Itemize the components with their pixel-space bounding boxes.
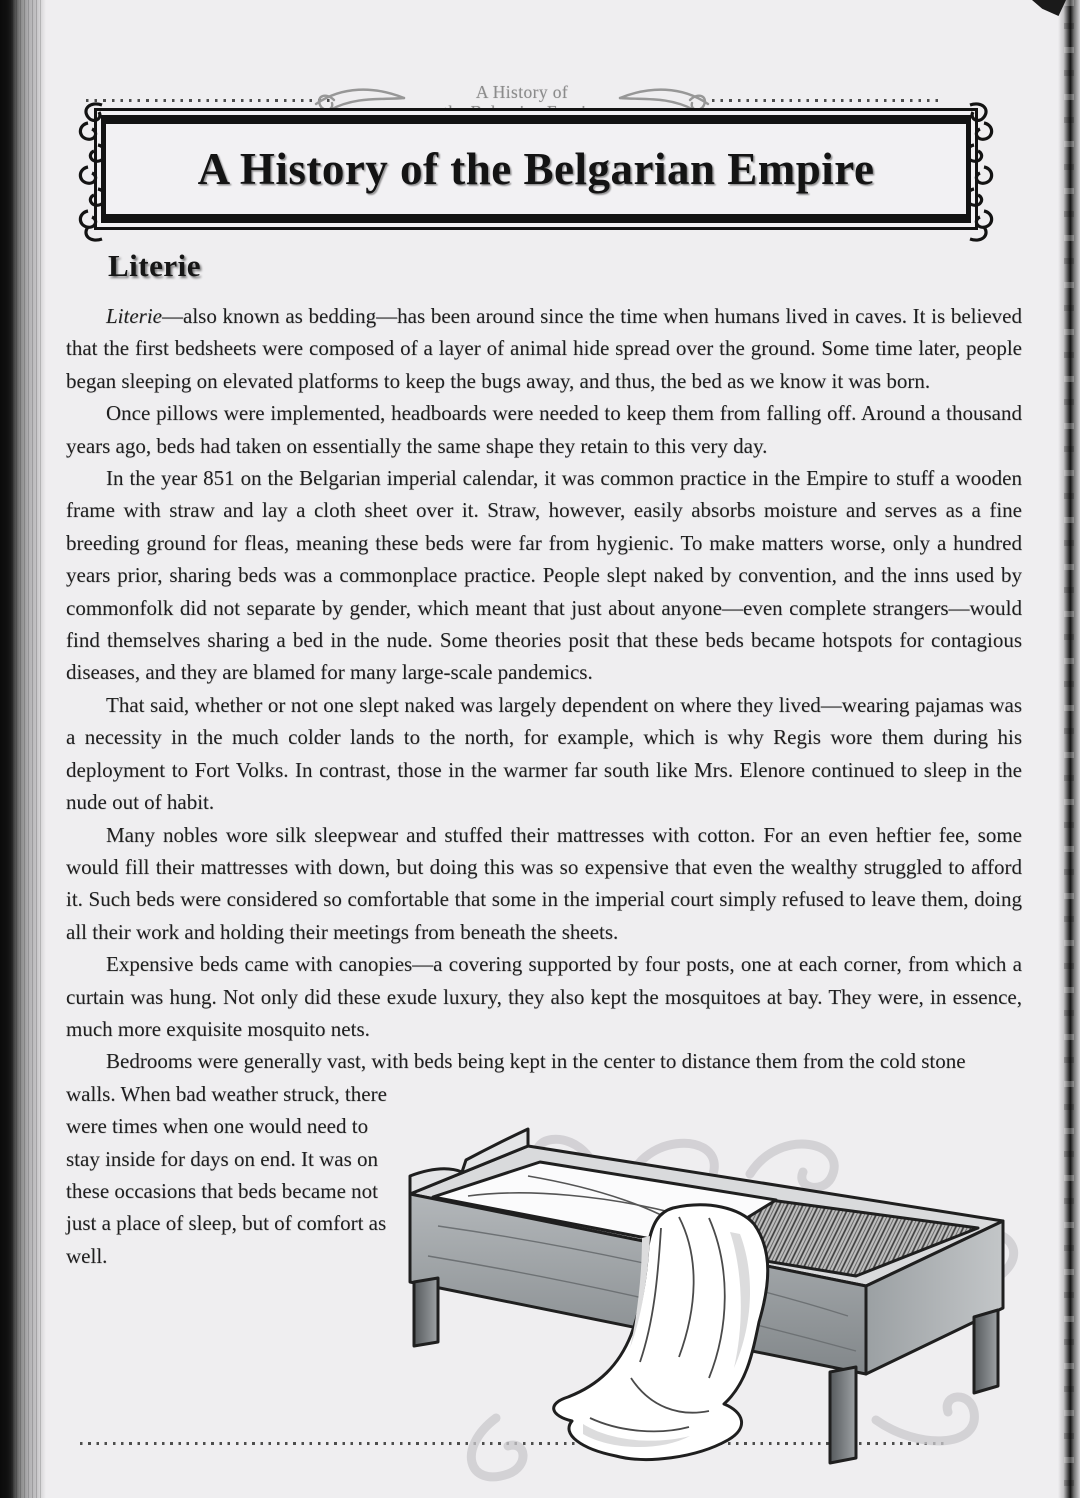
page-title: A History of the Belgarian Empire [197,144,875,194]
paragraph-5: Many nobles wore silk sleepwear and stuffed their mattresses with cotton. For an even heftier fee, some would fill their mattresses with down, but doing this was so expensive that even the wealthy struggled to afford it. Such beds were considered so comfortable that some in the imperial court simply refused to leave them, doing all their work and holding their meetings from beneath the sheets. [66,822,1022,944]
running-header [0,36,1080,102]
paragraph-7-first-line: Bedrooms were generally vast, with beds being kept in the center to distance them from the cold stone [106,1049,966,1074]
binding-crease-texture [1064,0,1074,1498]
page-edge-striations [12,0,42,1498]
section-heading: Literie [108,248,202,283]
paragraph-1: Literie—also known as bedding—has been around since the time when humans lived in caves. It is believed that the first bedsheets were composed of a layer of animal hide spread over the ground. Some time later, people began sleeping on elevated platforms to keep the bugs away, and thus, the bed as we know it was born. [66,304,1022,393]
header-dotted-rule-left [86,99,332,102]
paragraph-3: In the year 851 on the Belgarian imperial calendar, it was common practice in the Empire to stuff a wooden frame with straw and lay a cloth sheet over it. Straw, however, easily absorbs moisture and serves as a fine breeding ground for fleas, meaning these beds were far from hygienic. To make matters worse, only a hundred years prior, sharing beds was a commonplace practice. People slept naked by convention, and the inns used by commonfolk did not separate by gender, which meant that just about anyone—even complete strangers—would find themselves sharing a bed in the nude. Some theories posit that these beds became hotspots for contagious diseases, and they are blamed for many large-scale pandemics. [66,466,1022,685]
wrapped-text-column [66,1078,400,1272]
paragraph-1-lead-italic: Literie [106,304,162,328]
running-header-line1: A History of [475,82,569,102]
straw-bed-illustration [378,1116,1040,1496]
paragraph-6: Expensive beds came with canopies—a covering supported by four posts, one at each corner, from which a curtain was hung. Not only did these exude luxury, they also kept the mosquitoes at bay. They were, in essence, much more exquisite mosquito nets. [66,952,1022,1041]
paragraph-7-wrapped: walls. When bad weather struck, there were times when one would need to stay inside for days on end. It was on these occasions that beds became not just a place of sleep, but of comfort as well. [66,1081,387,1268]
paragraph-4: That said, whether or not one slept naked was largely dependent on where they lived—wearing pajamas was a necessity in the much colder lands to the north, for example, which is why Regis wore them during his deployment to Fort Volks. In contrast, those in the warmer far south like Mrs. Elenore continued to sleep in the nude out of habit. [66,692,1022,815]
chapter-title-box [94,108,978,230]
title-frame [101,115,971,223]
paragraph-2: Once pillows were implemented, headboards were needed to keep them from falling off. Around a thousand years ago, beds had taken on essentially the same shape they retain to this very day. [66,401,1022,458]
header-dotted-rule-right [712,99,942,102]
